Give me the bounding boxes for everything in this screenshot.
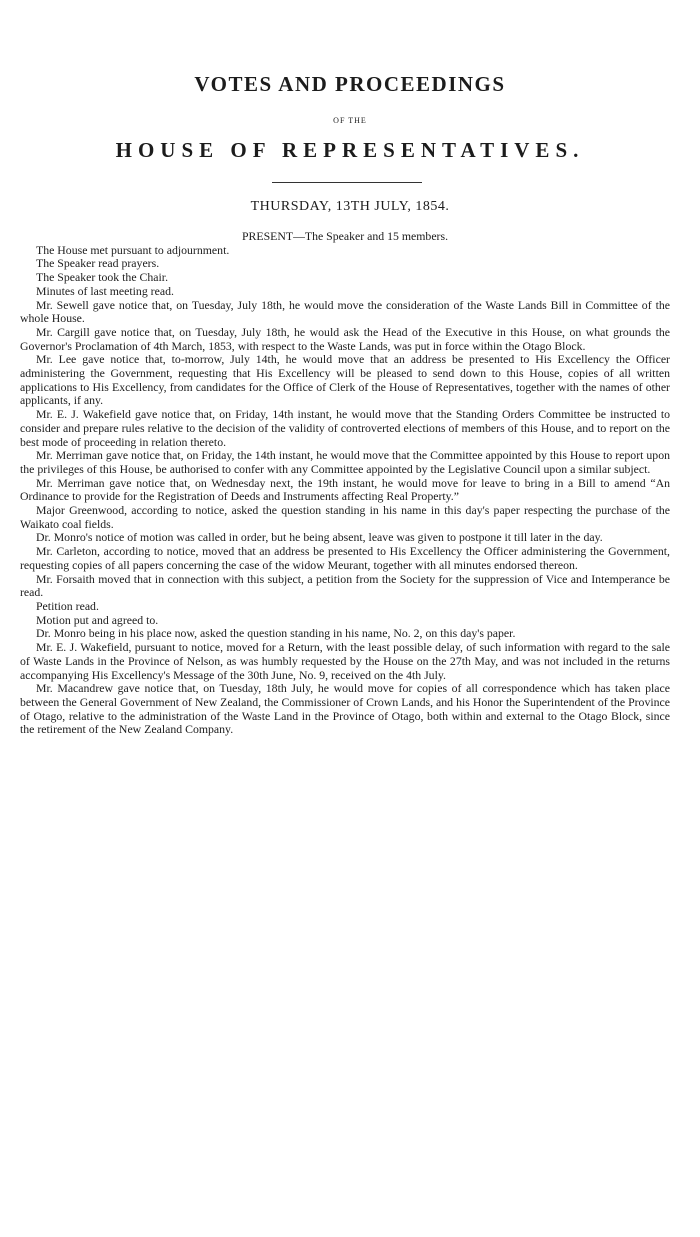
- present-line: PRESENT—The Speaker and 15 members.: [241, 229, 449, 243]
- session-date: THURSDAY, 13TH JULY, 1854.: [250, 199, 450, 214]
- title-votes-and-proceedings: VOTES AND PROCEEDINGS: [194, 72, 506, 96]
- paragraph: Dr. Monro's notice of motion was called in order, but he being absent, leave was given to postpone it till later in the day.: [36, 530, 603, 545]
- proceedings-body: [20, 230, 670, 737]
- paragraph: Mr. Cargill gave notice that, on Tuesday, July 18th, he would ask the Head of the Executive in this House, on what grounds the Governor's Proclamation of 4th March, 1853, with respect to the Waste Lands, was put in force within the Otago Block.: [20, 324, 670, 353]
- title-house-of-representatives: HOUSE OF REPRESENTATIVES.: [115, 138, 585, 162]
- item-line: Minutes of last meeting read.: [36, 283, 174, 298]
- paragraph: Dr. Monro being in his place now, asked the question standing in his name, No. 2, on this day's paper.: [36, 626, 516, 641]
- paragraph: Mr. Merriman gave notice that, on Wednesday next, the 19th instant, he would move for leave to bring in a Bill to amend “An Ordinance to provide for the Registration of Deeds and Instruments affecting Real Property.”: [20, 475, 670, 504]
- paragraph: Mr. E. J. Wakefield gave notice that, on Friday, 14th instant, he would move that the Standing Orders Committee be instructed to consider and prepare rules relative to the decision of the validity of controverted elections of members of this House, and to report on the best mode of proceeding in relation thereto.: [20, 407, 670, 449]
- paragraph: Major Greenwood, according to notice, asked the question standing in his name in this day's paper respecting the purchase of the Waikato coal fields.: [20, 503, 670, 531]
- item-line: The House met pursuant to adjournment.: [36, 242, 230, 257]
- item-line: The Speaker took the Chair.: [36, 270, 169, 285]
- paragraph: Mr. E. J. Wakefield, pursuant to notice, moved for a Return, with the least possible delay, of such information with regard to the sale of Waste Lands in the Province of Nelson, as was humbly requested by the House on the 27th May, and was not included in the returns accompanying His Excellency's Message of the 30th June, No. 9, received on the 4th July.: [20, 640, 670, 682]
- paragraph: Mr. Forsaith moved that in connection with this subject, a petition from the Society for the suppression of Vice and Intemperance be read.: [20, 571, 670, 600]
- title-of-the: OF THE: [333, 116, 367, 125]
- item-line: Petition read.: [36, 598, 99, 613]
- item-line: Motion put and agreed to.: [36, 612, 159, 627]
- paragraph: Mr. Lee gave notice that, to-morrow, July 14th, he would move that an address be presented to His Excellency the Officer administering the Government, requesting that His Excellency will be pleased to send down to this House, copies of all written applications to His Excellency, from candidates for the Office of Clerk of the House of Representatives, together with the names of other applicants, if any.: [20, 352, 670, 408]
- paragraph: Mr. Carleton, according to notice, moved that an address be presented to His Excellency the Officer administering the Government, requesting copies of all papers concerning the case of the widow Meurant, together with all minutes endorsed thereon.: [20, 544, 670, 572]
- paragraph: Mr. Macandrew gave notice that, on Tuesday, 18th July, he would move for copies of all correspondence which has taken place between the General Government of New Zealand, the Commissioner of Crown Lands, and his Honor the Superintendent of the Province of Otago, relative to the administration of the Waste Land in the Province of Otago, both within and external to the Otago Block, since the retirement of the New Zealand Company.: [20, 681, 670, 737]
- paragraph: Mr. Merriman gave notice that, on Friday, the 14th instant, he would move that the Committee appointed by this House to report upon the privileges of this House, be authorised to confer with any Committee appointed by the Legislative Council upon a similar subject.: [20, 448, 670, 476]
- item-line: The Speaker read prayers.: [36, 256, 160, 271]
- title-rule: [272, 182, 422, 183]
- paragraph: Mr. Sewell gave notice that, on Tuesday, July 18th, he would move the consideration of the Waste Lands Bill in Committee of the whole House.: [20, 297, 670, 326]
